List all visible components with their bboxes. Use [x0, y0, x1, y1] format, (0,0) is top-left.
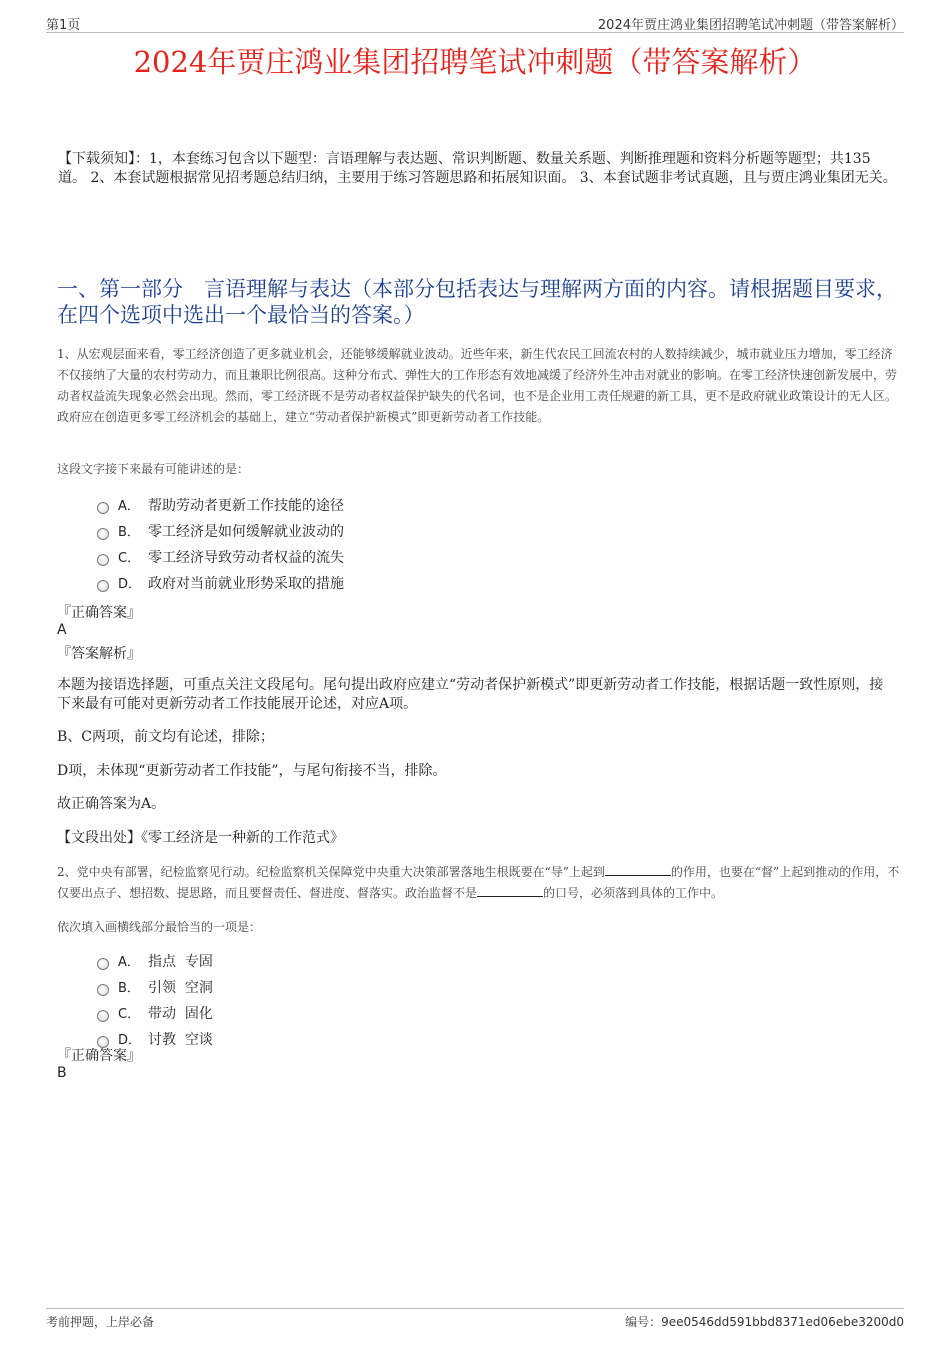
q2-option-c[interactable] — [97, 1004, 213, 1024]
option-letter: B． — [118, 525, 140, 540]
q2-option-a[interactable] — [97, 952, 213, 972]
footer-slogan: 考前押题，上岸必备 — [46, 1315, 155, 1329]
question-2-text-part: 的口号，必须落到具体的工作中。 — [543, 886, 724, 900]
question-2-text — [57, 862, 901, 904]
document-title: 2024年贾庄鸿业集团招聘笔试冲刺题（带答案解析） — [133, 45, 817, 79]
q1-answer: A — [57, 622, 67, 638]
fill-blank — [605, 864, 671, 876]
q1-analysis-label: 『答案解析』 — [57, 646, 141, 662]
option-text: 带动 固化 — [148, 1006, 213, 1022]
question-1-prompt: 这段文字接下来最有可能讲述的是： — [57, 462, 250, 476]
option-text: 引领 空洞 — [148, 980, 213, 996]
q2-answer: B — [57, 1065, 67, 1081]
option-text: 帮助劳动者更新工作技能的途径 — [148, 498, 344, 514]
document-id: 编号：9ee0546dd591bbd8371ed06ebe3200d0 — [625, 1315, 904, 1329]
q1-analysis-paragraph: D项，未体现“更新劳动者工作技能”，与尾句衔接不当，排除。 — [57, 763, 447, 779]
option-text: 讨教 空谈 — [148, 1032, 213, 1048]
q1-source: 【文段出处】《零工经济是一种新的工作范式》 — [57, 830, 344, 846]
radio-icon[interactable] — [97, 502, 109, 514]
q1-analysis-paragraph: B、C两项，前文均有论述，排除； — [57, 729, 274, 745]
fill-blank — [477, 885, 543, 897]
option-letter: D． — [118, 1033, 142, 1048]
radio-icon[interactable] — [97, 958, 109, 970]
q1-option-b[interactable] — [97, 522, 344, 542]
option-text: 政府对当前就业形势采取的措施 — [148, 576, 344, 592]
option-text: 零工经济是如何缓解就业波动的 — [148, 524, 344, 540]
q1-analysis-paragraph: 本题为接语选择题，可重点关注文段尾句。尾句提出政府应建立“劳动者保护新模式”即更新劳动者工作技能，根据话题一致性原则，接下来最有可能对更新劳动者工作技能展开论述，对应A项。 — [57, 677, 884, 712]
header-divider — [46, 32, 904, 33]
q1-answer-label: 『正确答案』 — [57, 605, 141, 621]
radio-icon[interactable] — [97, 1010, 109, 1022]
option-text: 指点 专固 — [148, 954, 213, 970]
option-letter: A． — [118, 499, 140, 514]
radio-icon[interactable] — [97, 580, 109, 592]
question-1-text: 1、从宏观层面来看，零工经济创造了更多就业机会，还能够缓解就业波动。近些年来，新生代农民工回流农村的人数持续减少，城市就业压力增加，零工经济不仅接纳了大量的农村劳动力，而且兼职比例很高。这种分布式、弹性大的工作形态有效地减缓了经济外生冲击对就业的影响。在零工经济快速创新发展中，劳动者权益流失现象必然会出现。然而，零工经济既不是劳动者权益保护缺失的代名词，也不是企业用工责任规避的新工具，更不是政府就业政策设计的无人区。政府应在创造更多零工经济机会的基础上，建立“劳动者保护新模式”即更新劳动者工作技能。 — [57, 347, 898, 424]
q1-option-c[interactable] — [97, 548, 344, 568]
radio-icon[interactable] — [97, 554, 109, 566]
radio-icon[interactable] — [97, 984, 109, 996]
question-2-text-part: 2、党中央有部署，纪检监察见行动。纪检监察机关保障党中央重大决策部署落地生根既要在“导”上起到 — [57, 865, 605, 879]
question-2-text-part: 的作用，也要在“督”上起到推动的作用，不仅要出点子、想招数、提思路，而且要督责任、督进度、督落实。政治监督不是 — [57, 865, 900, 900]
option-letter: A． — [118, 955, 140, 970]
running-title: 2024年贾庄鸿业集团招聘笔试冲刺题（带答案解析） — [597, 18, 904, 33]
download-notice: 【下载须知】：1，本套练习包含以下题型：言语理解与表达题、常识判断题、数量关系题、判断推理题和资料分析题等题型；共135道。 2、本套试题根据常见招考题总结归纳，主要用于练习答题思路和拓展知识面。 3、本套试题非考试真题，且与贾庄鸿业集团无关。 — [58, 151, 897, 186]
q1-option-d[interactable] — [97, 574, 344, 594]
q1-option-a[interactable] — [97, 496, 344, 516]
option-letter: B． — [118, 981, 140, 996]
option-letter: D． — [118, 577, 142, 592]
option-letter: C． — [118, 551, 141, 566]
q2-answer-label: 『正确答案』 — [57, 1048, 141, 1064]
section-heading: 一、第一部分 言语理解与表达（本部分包括表达与理解两方面的内容。请根据题目要求，在四个选项中选出一个最恰当的答案。） — [57, 277, 897, 327]
footer-divider — [46, 1308, 904, 1309]
q1-analysis-paragraph: 故正确答案为A。 — [57, 796, 166, 812]
radio-icon[interactable] — [97, 528, 109, 540]
option-letter: C． — [118, 1007, 141, 1022]
page-number: 第1页 — [46, 18, 81, 33]
question-2-prompt: 依次填入画横线部分最恰当的一项是： — [57, 920, 262, 934]
q2-option-b[interactable] — [97, 978, 213, 998]
option-text: 零工经济导致劳动者权益的流失 — [148, 550, 344, 566]
